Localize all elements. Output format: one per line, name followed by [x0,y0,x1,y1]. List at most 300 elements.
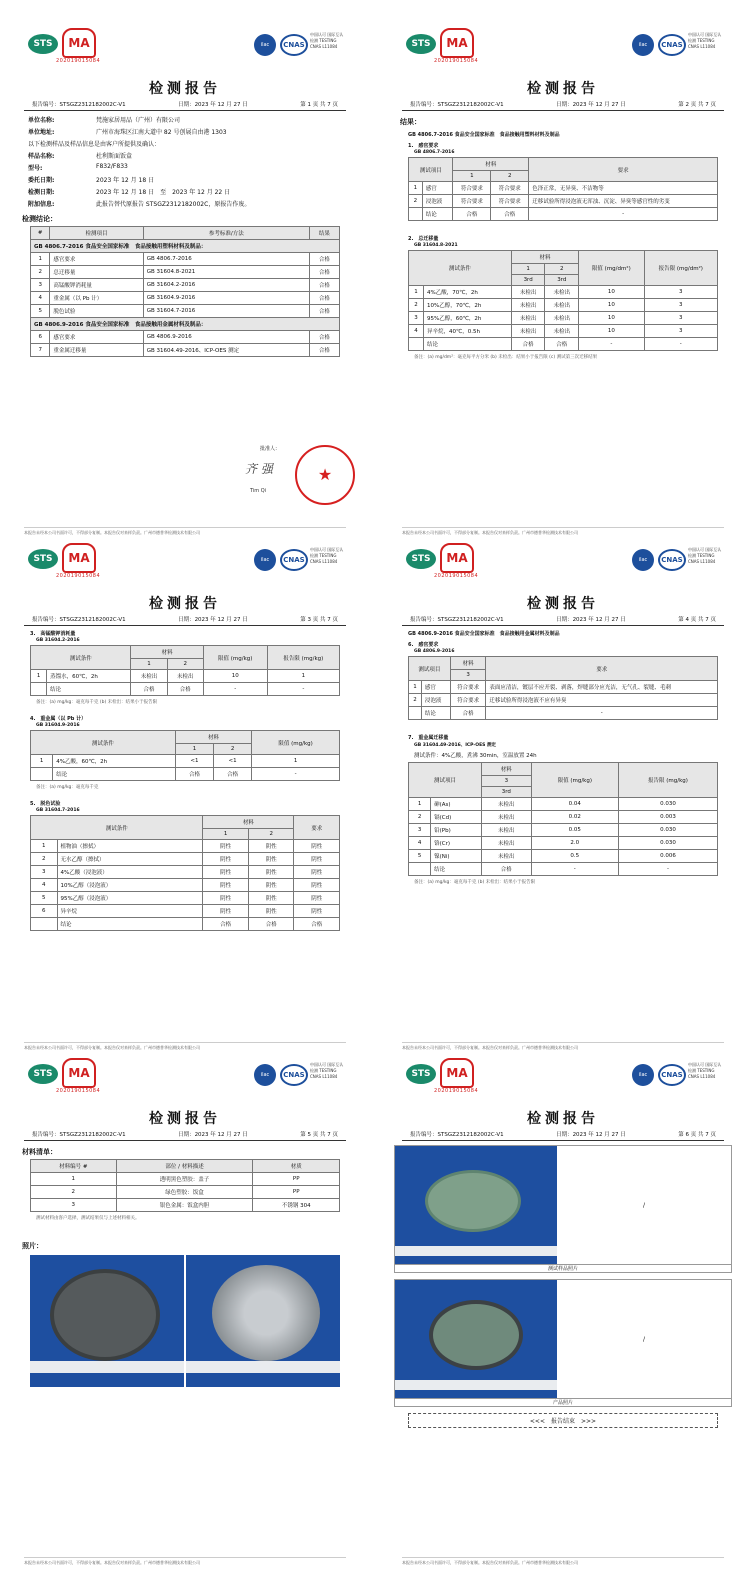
table-cell: 1 [31,1173,117,1186]
standard-heading: GB 4806.9-2016 食品安全国家标准 食品接触用金属材料及制品 [408,631,560,637]
product-photo [395,1280,557,1398]
table-cell: 合格 [482,863,532,876]
table-row [409,338,718,351]
lid-photo [30,1255,184,1387]
section-code: GB 4806.9-2016 [414,649,455,654]
page-header [16,20,354,62]
table-cell: 3 [644,312,717,325]
cnas-logo: CNAS [280,549,308,571]
table-cell: 异辛烷 [57,905,203,918]
table-cell: 3 [644,286,717,299]
table-header-cell: 结果 [309,227,339,240]
table-header-cell: 要求 [294,816,340,840]
report-title: 检测报告 [527,81,599,97]
page-number: 第 6 页 共 7 页 [678,1132,716,1138]
table-header-cell: 材料 [203,816,294,829]
table-header-cell: 测试项目 [409,158,453,182]
table-cell: 4 [31,879,58,892]
table-row [31,905,340,918]
table-cell: 2.0 [531,837,618,850]
cnas-text: 中国认可 国际互认 检测 TESTING CNAS L11084 [688,547,722,564]
table-cell: 合格 [214,768,252,781]
table-cell: 2 [409,694,422,707]
table-cell: 铅(Pb) [431,824,482,837]
report-page-2 [388,20,738,540]
report-date: 日期：2023 年 12 月 27 日 [178,102,248,108]
photo-grid-1 [394,1145,732,1265]
table-header-cell: 2 [491,171,529,182]
table-row [409,863,718,876]
results-heading: 结果： [400,118,421,126]
table-cell: GB 4806.7-2016 食品安全国家标准 食品接触用塑料材料及制品： [31,240,340,253]
table-row [409,182,718,195]
table-header-cell: 测试项目 [409,763,482,798]
table-row [409,694,718,707]
ilac-mra-logo: ilac [632,34,654,56]
table-cell: 10 [579,286,645,299]
section-code: GB 31604.9-2016 [36,723,80,728]
report-title: 检测报告 [149,1111,221,1127]
table-cell: 符合要求 [453,182,491,195]
table-cell: GB 4806.9-2016 食品安全国家标准 食品接触用金属材料及制品： [31,318,340,331]
table-cell: 5 [31,305,50,318]
table-cell: 合格 [248,918,294,931]
table-cell: 感官要求 [50,331,143,344]
table-header-cell: 检测项目 [50,227,143,240]
table-cell: 4%乙酸（浸泡液） [57,866,203,879]
cma-logo: MA [440,28,474,58]
sts-logo: STS [28,549,58,569]
empty-cell: / [642,1335,646,1343]
table-cell: 3 [31,1199,117,1212]
table-cell: 未检出 [511,325,545,338]
table-row [409,312,718,325]
table-header-cell: 1 [203,829,249,840]
table-row [31,918,340,931]
table-header-cell: 2 [214,744,252,755]
page-footer: 本报告未经本公司书面许可，不得部分复制。本报告仅对来样负责。广州市德普华检测技术有限公司 [24,1042,346,1051]
cnas-logo: CNAS [658,1064,686,1086]
table-cell: 合格 [309,266,339,279]
ilac-mra-logo: ilac [632,549,654,571]
table-cell: 3 [409,312,424,325]
table-header-cell: 材料 [453,158,529,171]
table-cell: 合格 [491,208,529,221]
ruler [186,1361,340,1373]
table-header-cell: 1 [453,171,491,182]
table-cell: 1 [409,681,422,694]
ruler [395,1246,557,1256]
table-cell [409,338,424,351]
table-cell: 0.030 [618,798,717,811]
table-cell: PP [253,1173,340,1186]
table-note: 备注：(a) mg/kg：毫克每千克 [36,785,99,790]
table-header-cell: 材料 [511,251,578,264]
section-heading: 1. 感官要求 [408,143,439,149]
sts-logo: STS [406,34,436,54]
table-cell: 1 [31,253,50,266]
table-cell: 阴性 [294,905,340,918]
table-cell: 2 [409,811,431,824]
table-header-cell: 1 [131,659,167,670]
table-row [31,279,340,292]
table-header-cell: 3rd [482,787,532,798]
report-page-6 [388,1050,738,1570]
table-cell: 合格 [453,208,491,221]
table-cell: 1 [267,670,339,683]
ilac-mra-logo: ilac [254,549,276,571]
table-cell: 结论 [47,683,131,696]
table-cell: 4 [409,837,431,850]
cnas-text: 中国认可 国际互认 检测 TESTING CNAS L11084 [310,32,344,49]
heavy-metal-table [30,730,340,781]
table-cell: 1 [409,798,431,811]
table-cell: 合格 [450,707,486,720]
report-page-4 [388,535,738,1055]
table-row [31,879,340,892]
page-footer: 本报告未经本公司书面许可，不得部分复制。本报告仅对来样负责。广州市德普华检测技术有限公司 [402,1557,724,1566]
table-cell: - [579,338,645,351]
table-cell: 重金属（以 Pb 计） [50,292,143,305]
page-header [394,535,732,577]
section-heading: 6. 感官要求 [408,642,439,648]
section-code: GB 31604.2-2016 [36,638,80,643]
cma-number: 202019015084 [56,573,101,579]
table-cell: 5 [409,850,431,863]
cma-number: 202019015084 [434,1088,479,1094]
page-number: 第 2 页 共 7 页 [678,102,716,108]
lid-shape [50,1269,160,1361]
sts-logo: STS [406,1064,436,1084]
table-cell: 阴性 [203,840,249,853]
table-cell: 3 [31,866,58,879]
table-cell: - [531,863,618,876]
test-condition: 测试条件：4%乙酸，煮沸 30min，室温放置 24h [414,753,537,759]
info-row: 单位名称: 梵施家居用品（广州）有限公司 [28,117,181,124]
table-row [409,195,718,208]
table-cell: 合格 [309,253,339,266]
table-cell: 色泽正常，无异臭、不洁物等 [529,182,718,195]
info-row: 附加信息: 此报告替代原报告 STSGZ2312182002C，原报告作废。 [28,201,251,208]
table-row [31,755,340,768]
conclusion-heading: 检测结论： [22,215,57,223]
signature: 齐 强 [245,462,273,476]
table-cell: 1 [252,755,340,768]
table-cell: 符合要求 [450,681,486,694]
table-cell: 结论 [431,863,482,876]
cnas-logo: CNAS [280,34,308,56]
table-cell: 0.05 [531,824,618,837]
page-number: 第 5 页 共 7 页 [300,1132,338,1138]
sts-logo: STS [28,1064,58,1084]
table-cell: 5 [31,892,58,905]
green-bowl-shape [425,1170,521,1232]
table-cell: 10 [203,670,267,683]
table-cell: 未检出 [482,837,532,850]
table-cell: 未检出 [511,312,545,325]
photo-caption: 测试样品照片 [394,1265,732,1273]
table-cell: 结论 [424,338,512,351]
lidded-bowl-shape [429,1300,523,1370]
table-cell: 合格 [309,344,339,357]
table-cell: 感官 [421,681,450,694]
ilac-mra-logo: ilac [632,1064,654,1086]
table-cell: GB 31604.2-2016 [143,279,309,292]
cma-logo: MA [62,28,96,58]
conclusion-table [30,226,340,357]
table-cell: 未检出 [131,670,167,683]
photos-heading: 照片： [22,1242,43,1250]
page-footer: 本报告未经本公司书面许可，不得部分复制。本报告仅对来样负责。广州市德普华检测技术有限公司 [402,1042,724,1051]
cnas-text: 中国认可 国际互认 检测 TESTING CNAS L11084 [688,1062,722,1079]
table-cell: 1 [31,755,53,768]
table-cell: 10 [579,299,645,312]
table-cell: 高锰酸钾消耗量 [50,279,143,292]
table-row [31,266,340,279]
page-header [394,1050,732,1092]
table-header-cell: 3rd [545,275,579,286]
section-heading: 3. 高锰酸钾消耗量 [30,631,76,637]
table-cell: 合格 [309,292,339,305]
table-cell: - [529,208,718,221]
cma-logo: MA [62,543,96,573]
table-cell: 镍(Ni) [431,850,482,863]
table-cell: 未检出 [545,325,579,338]
table-cell: 1 [31,670,47,683]
report-title: 检测报告 [527,1111,599,1127]
table-cell: 未检出 [482,824,532,837]
table-row [409,325,718,338]
table-cell: 0.003 [618,811,717,824]
table-row [409,850,718,863]
table-header-cell: 材料 [175,731,251,744]
table-cell: 绿色塑胶：饭盒 [116,1186,253,1199]
table-row [409,811,718,824]
table-cell: 0.030 [618,837,717,850]
table-row [31,768,340,781]
table-cell: 脱色试验 [50,305,143,318]
table-header-cell: 材料编号 # [31,1160,117,1173]
table-cell: 浸泡液 [422,195,453,208]
info-row: 委托日期: 2023 年 12 月 18 日 [28,177,155,184]
table-note: 备注：(a) mg/kg：毫克每千克 (b) 未检出：结果小于报告限 [414,880,536,885]
table-row [31,331,340,344]
table-row [31,683,340,696]
table-row [409,707,718,720]
cnas-text: 中国认可 国际互认 检测 TESTING CNAS L11084 [310,1062,344,1079]
table-header-cell: 限值 (mg/kg) [531,763,618,798]
report-meta: 报告编号：STSGZ2312182002C-V1 日期：2023 年 12 月 27 日 第 2 页 共 7 页 [402,98,724,111]
table-cell: 95%乙醇（浸泡液） [57,892,203,905]
report-meta [24,98,346,111]
table-header-cell: 报告限 (mg/dm²) [644,251,717,286]
table-header-cell: 2 [248,829,294,840]
table-cell: 10 [579,312,645,325]
table-cell: 1 [31,840,58,853]
metal-migration-table [408,762,718,876]
table-cell: 未检出 [482,811,532,824]
table-cell: PP [253,1186,340,1199]
table-cell: 阴性 [294,866,340,879]
table-cell: 未检出 [482,850,532,863]
table-cell: 透明黑色塑胶：盖子 [116,1173,253,1186]
table-cell: 2 [31,1186,117,1199]
cma-logo: MA [62,1058,96,1088]
table-row [31,853,340,866]
table-cell: 3 [644,299,717,312]
table-cell: 符合要求 [453,195,491,208]
cnas-logo: CNAS [658,34,686,56]
report-title: 检测报告 [149,81,221,97]
table-cell: 3 [644,325,717,338]
table-cell: 合格 [294,918,340,931]
table-cell: - [486,707,718,720]
table-cell: 阴性 [203,879,249,892]
section-code: GB 31604.7-2016 [36,808,80,813]
table-header-cell: # [31,227,50,240]
sts-logo: STS [406,549,436,569]
info-row: 以下检测样品及样品信息是由客户所提供及确认： [28,141,161,148]
info-row: 单位地址: 广州市海珠区江南大道中 82 号创展自由港 1303 [28,129,227,136]
report-title: 检测报告 [527,596,599,612]
cma-logo: MA [440,1058,474,1088]
table-header-cell: 材质 [253,1160,340,1173]
photo-grid-2 [394,1279,732,1399]
table-cell: 95%乙醇，60℃，2h [424,312,512,325]
table-cell [409,208,423,221]
table-row [31,1199,340,1212]
table-row [409,299,718,312]
material-list-heading: 材料清单： [22,1148,57,1156]
table-row [31,305,340,318]
table-cell: <1 [175,755,213,768]
page-number: 第 3 页 共 7 页 [300,617,338,623]
table-row [409,837,718,850]
table-cell: 10%乙醇，70℃，2h [424,299,512,312]
table-cell: 阴性 [203,853,249,866]
table-cell: 总迁移量 [50,266,143,279]
ruler [30,1361,184,1373]
page-number: 第 4 页 共 7 页 [678,617,716,623]
table-cell: 阴性 [294,879,340,892]
table-header-cell: 测试条件 [31,731,176,755]
table-cell [409,863,431,876]
approver-label: 批准人： [260,446,281,452]
table-header-cell: 部位 / 材料描述 [116,1160,253,1173]
table-cell: 合格 [309,305,339,318]
page-footer: 本报告未经本公司书面许可，不得部分复制。本报告仅对来样负责。广州市德普华检测技术有限公司 [402,527,724,536]
table-cell: 结论 [422,208,453,221]
standard-heading: GB 4806.7-2016 食品安全国家标准 食品接触用塑料材料及制品 [408,132,560,138]
table-cell: 符合要求 [450,694,486,707]
table-row [409,681,718,694]
kmno4-table [30,645,340,696]
table-header-cell: 2 [167,659,203,670]
table-header-cell: 材料 [131,646,203,659]
table-cell: 阴性 [248,853,294,866]
table-cell: 合格 [175,768,213,781]
table-row [31,1173,340,1186]
cnas-logo: CNAS [280,1064,308,1086]
table-cell: 未检出 [545,286,579,299]
page-header [394,20,732,62]
table-header-cell: 2 [545,264,579,275]
table-cell: 结论 [57,918,203,931]
table-cell: 合格 [511,338,545,351]
table-header-cell: 材料 [450,657,486,670]
table-cell: 砷(As) [431,798,482,811]
table-cell: 未检出 [511,286,545,299]
photo-caption: 产品照片 [394,1399,732,1407]
cnas-text: 中国认可 国际互认 检测 TESTING CNAS L11084 [310,547,344,564]
table-cell: 镉(Cd) [431,811,482,824]
official-stamp: ★ [295,445,355,505]
cma-logo: MA [440,543,474,573]
section-code: GB 4806.7-2016 [414,150,455,155]
table-cell: 不锈钢 304 [253,1199,340,1212]
signatory-name: Tim Qi [250,488,267,494]
table-cell: 1 [409,182,423,195]
report-page-3 [10,535,360,1055]
report-meta: 报告编号：STSGZ2312182002C-V1 日期：2023 年 12 月 27 日 第 5 页 共 7 页 [24,1128,346,1141]
table-cell: 阴性 [248,905,294,918]
table-cell: 蒸馏水，60℃，2h [47,670,131,683]
table-cell: 表面应清洁，镀层不应开裂、剥落，焊缝部分应光洁，无气孔、裂缝、毛刺 [486,681,718,694]
cma-number: 202019015084 [434,573,479,579]
table-cell: GB 31604.7-2016 [143,305,309,318]
info-row: 检测日期: 2023 年 12 月 18 日 至 2023 年 12 月 22 日 [28,189,231,196]
table-cell: - [203,683,267,696]
table-cell: 迁移试验所得浸泡液无浑浊、沉淀、异臭等感官性的劣变 [529,195,718,208]
cnas-text: 中国认可 国际互认 检测 TESTING CNAS L11084 [688,32,722,49]
table-cell: 植物油（擦拭） [57,840,203,853]
cnas-logo: CNAS [658,549,686,571]
table-row [31,292,340,305]
table-cell: 阴性 [203,892,249,905]
ilac-mra-logo: ilac [254,34,276,56]
table-cell: 结论 [421,707,450,720]
section-heading: 4. 重金属（以 Pb 计） [30,716,87,722]
table-header-cell: 要求 [486,657,718,681]
table-cell: <1 [214,755,252,768]
table-cell: - [644,338,717,351]
table-row [31,892,340,905]
table-header-cell: 测试条件 [31,646,131,670]
table-cell: 4 [409,325,424,338]
table-cell: GB 4806.7-2016 [143,253,309,266]
table-cell: 银色金属：饭盒内胆 [116,1199,253,1212]
client-info [28,115,342,208]
photo-row [30,1255,340,1387]
table-cell: 异辛烷，40℃，0.5h [424,325,512,338]
sample-photo [395,1146,557,1264]
table-cell: 阴性 [203,905,249,918]
ilac-mra-logo: ilac [254,1064,276,1086]
table-header-cell: 1 [511,264,545,275]
table-row [409,798,718,811]
migration-table [408,250,718,351]
report-page-5 [10,1050,360,1570]
table-cell: 2 [409,195,423,208]
table-note: 测试材料由客户选择，测试结果仅与上述材料相关。 [36,1216,140,1221]
table-cell: 铬(Cr) [431,837,482,850]
page-header [16,1050,354,1092]
table-cell: 6 [31,905,58,918]
decolor-table [30,815,340,931]
table-note: 备注：(a) mg/kg：毫克每千克 (b) 未检出：结果小于报告限 [36,700,158,705]
metal-sensory-table [408,656,718,720]
section-heading: 7. 重金属迁移量 [408,735,449,741]
